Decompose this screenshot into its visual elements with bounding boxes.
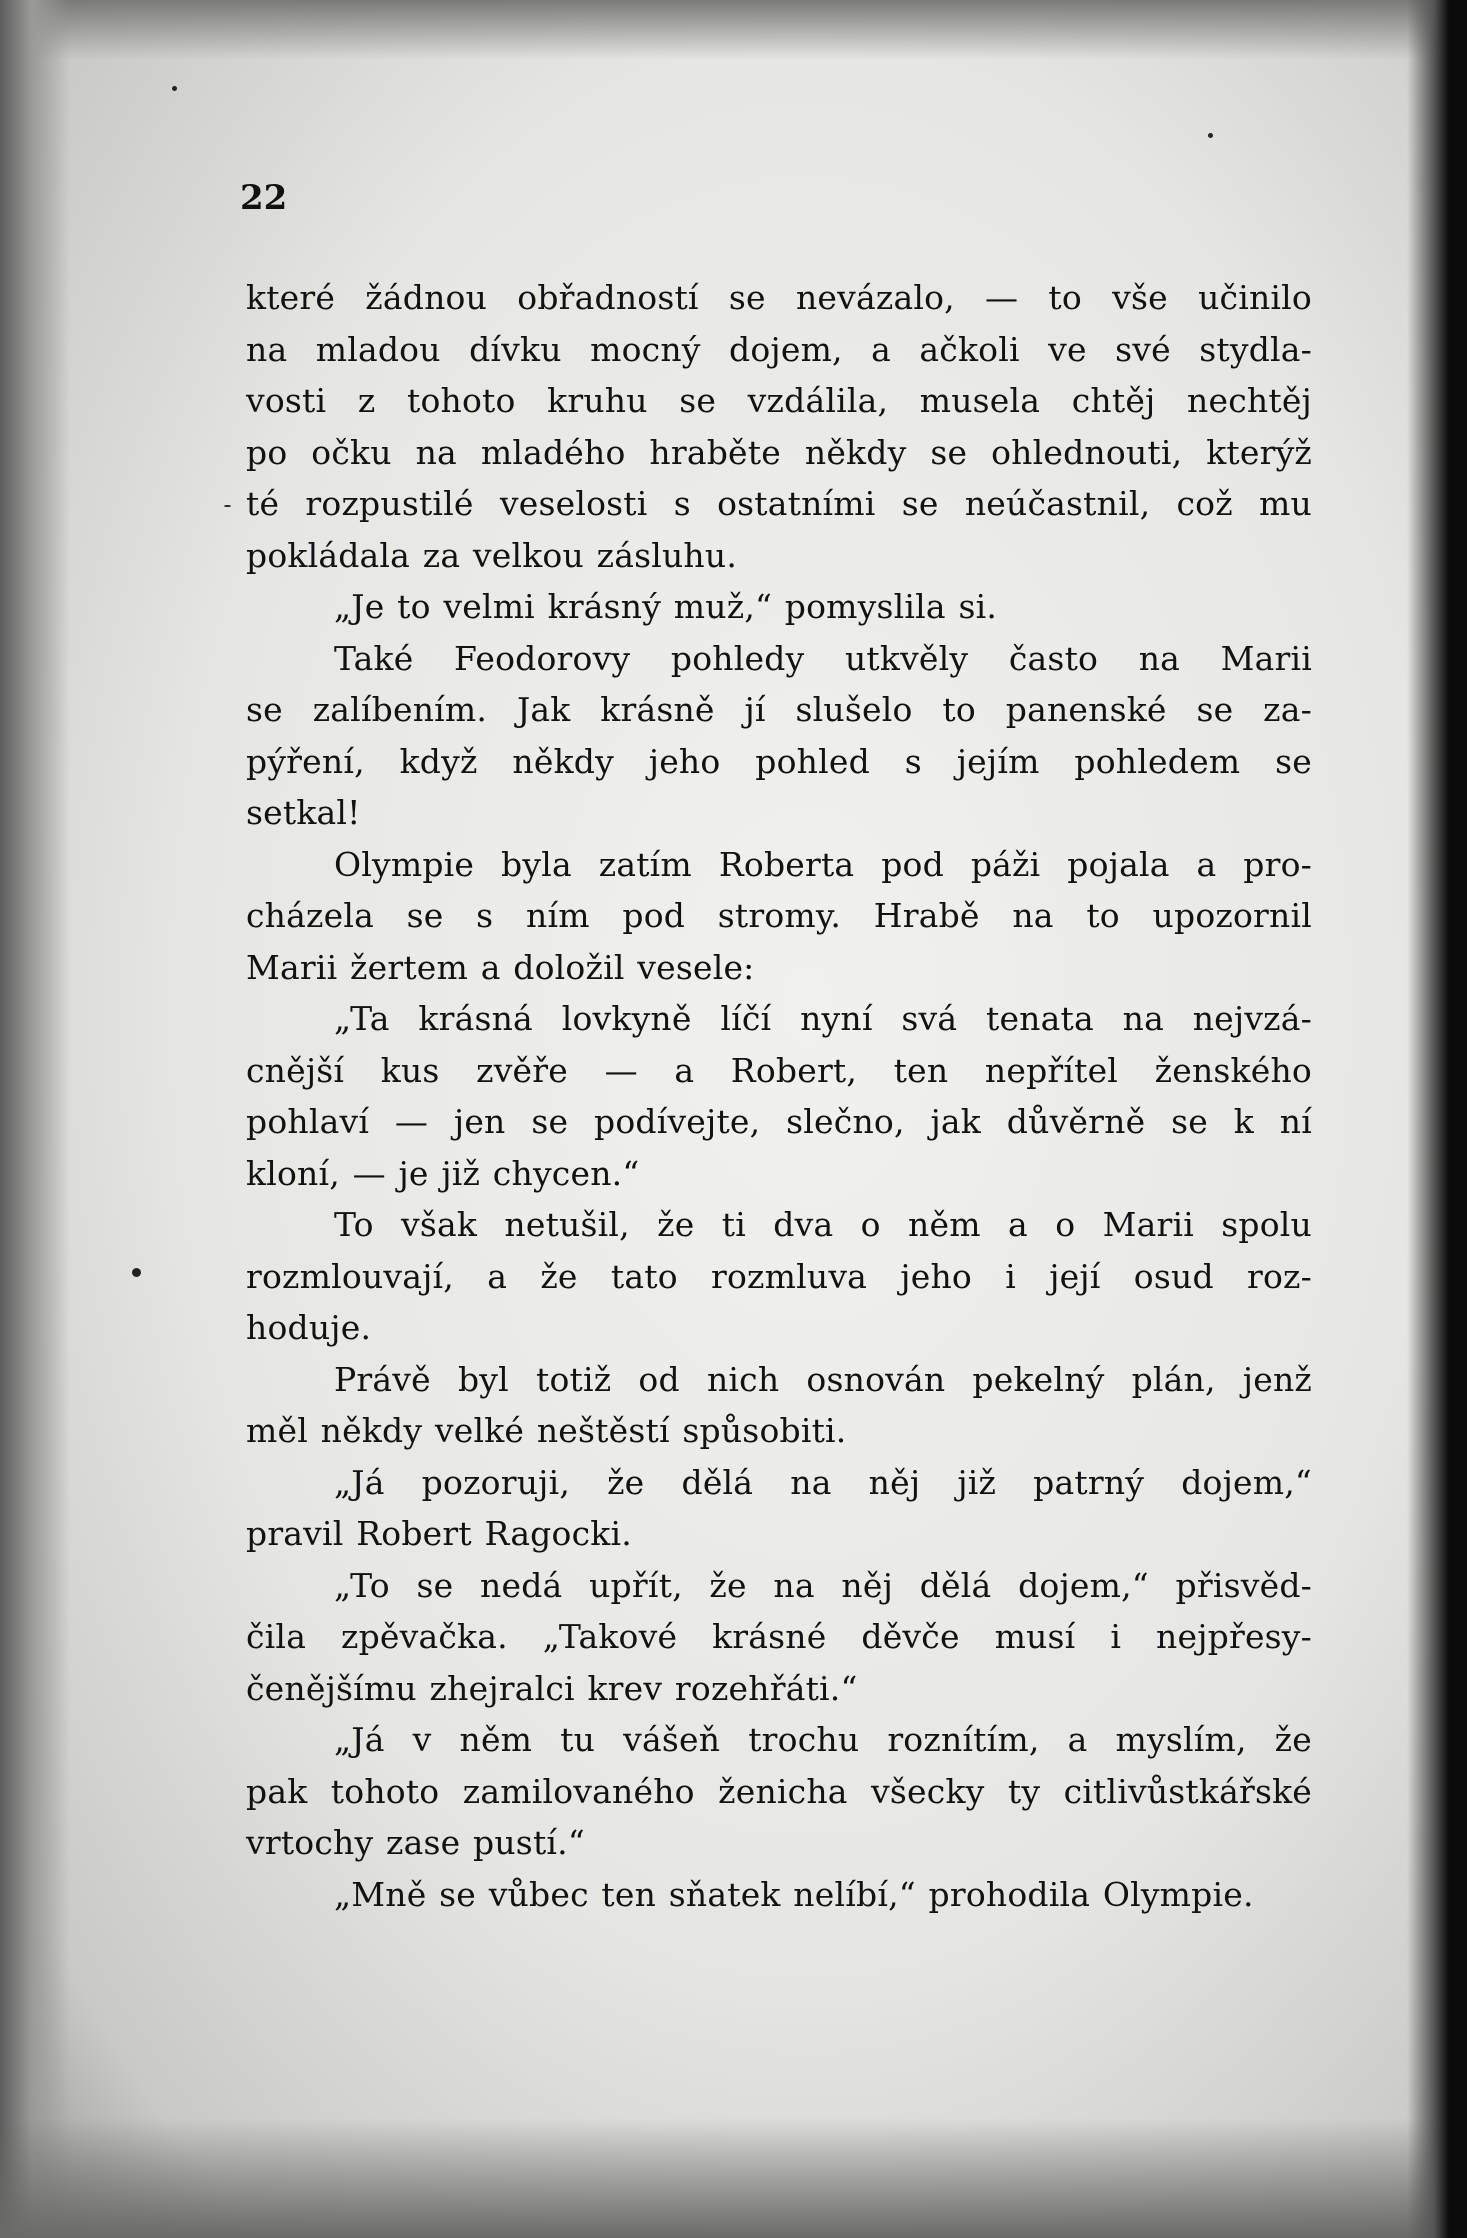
text-line: kloní, — je již chycen.“ — [246, 1153, 640, 1193]
text-line: Právě byl totiž od nich osnován pekelný plán, jenž — [334, 1359, 1312, 1399]
text-line: „Mně se vůbec ten sňatek nelíbí,“ prohodila Olympie. — [334, 1874, 1254, 1914]
page-number: 22 — [240, 178, 288, 218]
text-line: vosti z tohoto kruhu se vzdálila, musela chtěj nechtěj — [246, 381, 1312, 420]
text-line: pokládala za velkou zásluhu. — [246, 535, 738, 575]
text-line: To však netušil, že ti dva o něm a o Marii spolu — [334, 1205, 1312, 1244]
dust-speck — [132, 1268, 141, 1277]
page-shadow-top — [0, 0, 1467, 60]
text-line: hoduje. — [246, 1308, 372, 1347]
text-line: Olympie byla zatím Roberta pod páži pojala a pro- — [334, 844, 1312, 884]
text-line: vrtochy zase pustí.“ — [246, 1823, 585, 1862]
text-line: Také Feodorovy pohledy utkvěly často na Marii — [334, 638, 1312, 678]
page-shadow-bottom — [0, 2118, 1467, 2238]
text-line: té rozpustilé veselosti s ostatními se neúčastnil, což mu — [246, 484, 1312, 523]
page-shadow-left — [0, 0, 70, 2238]
body-text — [246, 272, 1312, 1920]
text-line: čenějšímu zhejralci krev rozehřáti.“ — [246, 1668, 858, 1708]
text-line: „To se nedá upřít, že na něj dělá dojem,“ přisvěd- — [334, 1565, 1312, 1605]
text-line: „Ta krásná lovkyně líčí nyní svá tenata na nejvzá- — [334, 999, 1312, 1038]
text-line: rozmlouvají, a že tato rozmluva jeho i její osud roz- — [246, 1256, 1312, 1296]
text-line: na mladou dívku mocný dojem, a ačkoli ve své stydla- — [246, 329, 1312, 369]
text-line: cházela se s ním pod stromy. Hrabě na to upozornil — [246, 896, 1312, 935]
text-line: Marii žertem a doložil vesele: — [246, 947, 755, 987]
text-line: pohlaví — jen se podívejte, slečno, jak důvěrně se k ní — [246, 1102, 1312, 1141]
text-line: čila zpěvačka. „Takové krásné děvče musí i nejpřesy- — [246, 1617, 1312, 1656]
book-binding-edge — [1407, 0, 1467, 2238]
dust-speck — [224, 505, 231, 507]
text-line: pýření, když někdy jeho pohled s jejím pohledem se — [246, 741, 1312, 781]
text-line: setkal! — [246, 793, 361, 832]
dust-speck — [172, 86, 177, 91]
text-line: měl někdy velké neštěstí spůsobiti. — [246, 1411, 847, 1450]
dust-speck — [1208, 133, 1213, 138]
text-line: „Je to velmi krásný muž,“ pomyslila si. — [334, 587, 998, 626]
text-line: „Já v něm tu vášeň trochu roznítím, a myslím, že — [334, 1720, 1312, 1759]
text-line: „Já pozoruji, že dělá na něj již patrný dojem,“ — [334, 1462, 1312, 1502]
text-line: se zalíbením. Jak krásně jí slušelo to panenské se za- — [246, 690, 1312, 729]
text-line: pak tohoto zamilovaného ženicha všecky ty citlivůstkářské — [246, 1771, 1312, 1811]
text-line: cnější kus zvěře — a Robert, ten nepřítel ženského — [246, 1050, 1312, 1090]
text-line: pravil Robert Ragocki. — [246, 1514, 632, 1553]
text-line: které žádnou obřadností se nevázalo, — to vše učinilo — [246, 278, 1312, 317]
text-line: po očku na mladého hraběte někdy se ohlednouti, kterýž — [246, 432, 1312, 472]
